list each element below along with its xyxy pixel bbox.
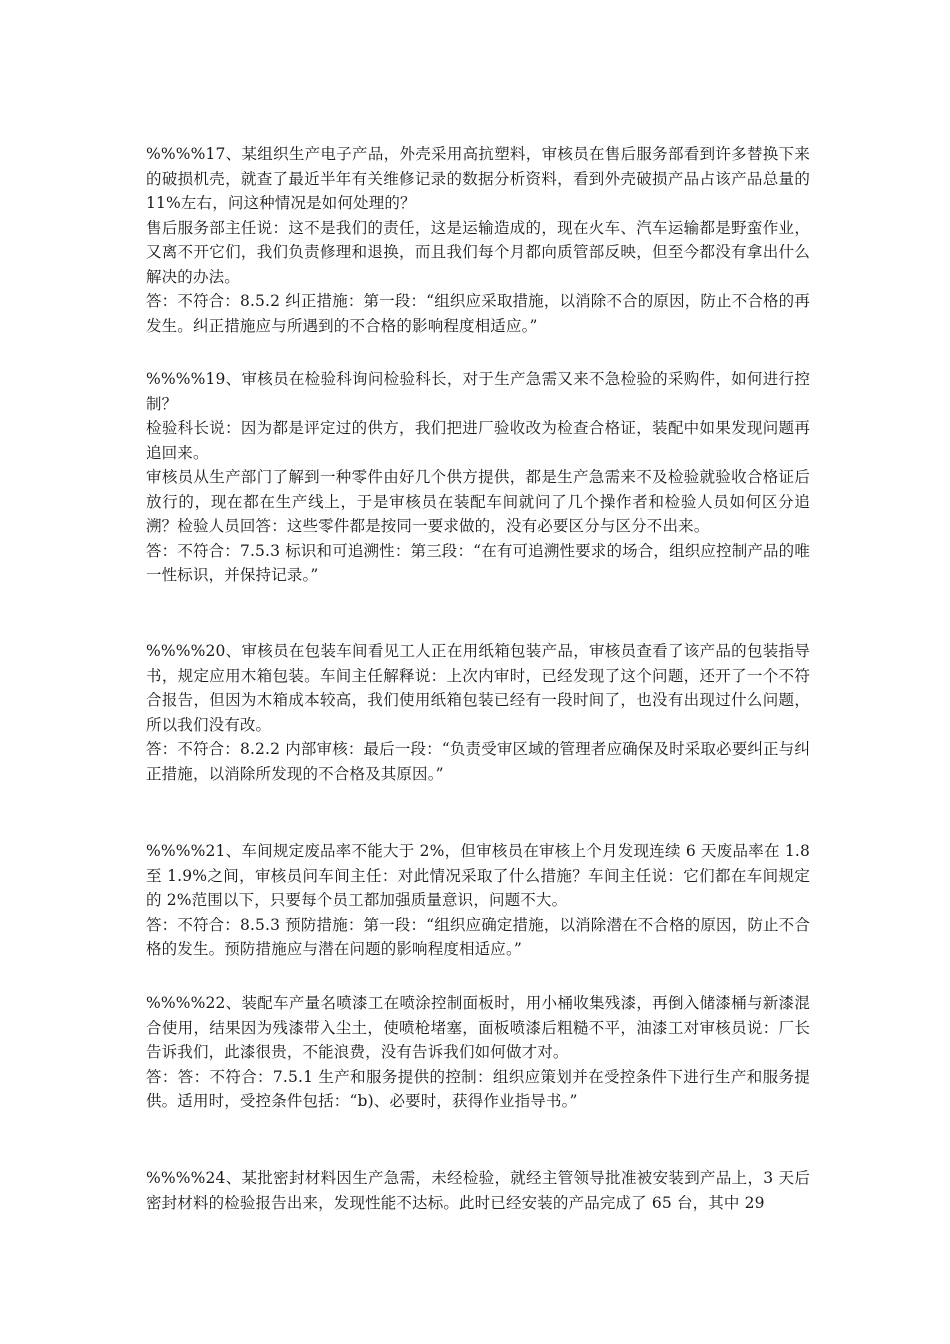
question-21-text: %%%%21、车间规定废品率不能大于 2%，但审核员在审核上个月发现连续 6 天废品率在 1.8 至 1.9%之间，审核员问车间主任：对此情况采取了什么措施？车间主任说：它们都在车间规定的 2%范围以下，只要每个员工都加强质量意识，问题不大。 xyxy=(146,842,810,909)
question-20-answer: 答：不符合：8.2.2 内部审核：最后一段：“负责受审区域的管理者应确保及时采取必要纠正与纠正措施，以消除所发现的不合格及其原因。” xyxy=(146,740,810,783)
question-19-text: %%%%19、审核员在检验科询问检验科长，对于生产急需又来不急检验的采购件，如何进行控制？ xyxy=(146,370,810,413)
question-17-response: 售后服务部主任说：这不是我们的责任，这是运输造成的，现在火车、汽车运输都是野蛮作业，又离不开它们，我们负责修理和退换，而且我们每个月都向质管部反映，但至今都没有拿出什么解决的办法。 xyxy=(146,218,810,286)
question-19-answer: 答：不符合：7.5.3 标识和可追溯性：第三段：“在有可追溯性要求的场合，组织应控制产品的唯一性标识，并保持记录。” xyxy=(146,541,810,584)
question-19 xyxy=(146,367,810,588)
question-17-text: %%%%17、某组织生产电子产品，外壳采用高抗塑料，审核员在售后服务部看到许多替换下来的破损机壳，就查了最近半年有关维修记录的数据分析资料，看到外壳破损产品占该产品总量的 11%左右，问这种情况是如何处理的？ xyxy=(146,145,810,212)
question-24 xyxy=(146,1166,810,1215)
question-22-answer: 答：答：不符合：7.5.1 生产和服务提供的控制：组织应策划并在受控条件下进行生产和服务提供。适用时，受控条件包括：“b)、必要时，获得作业指导书。” xyxy=(146,1067,810,1110)
question-22-text: %%%%22、装配车产量名喷漆工在喷涂控制面板时，用小桶收集残漆，再倒入储漆桶与新漆混合使用，结果因为残漆带入尘土，使喷枪堵塞，面板喷漆后粗糙不平，油漆工对审核员说：厂长告诉我们，此漆很贵，不能浪费，没有告诉我们如何做才对。 xyxy=(146,994,810,1061)
question-17 xyxy=(146,142,810,338)
question-19-detail: 审核员从生产部门了解到一种零件由好几个供方提供，都是生产急需来不及检验就验收合格证后放行的，现在都在生产线上，于是审核员在装配车间就问了几个操作者和检验人员如何区分追溯？检验人员回答：这些零件都是按同一要求做的，没有必要区分与区分不出来。 xyxy=(146,468,810,535)
question-21-answer: 答：不符合：8.5.3 预防措施：第一段：“组织应确定措施，以消除潜在不合格的原因，防止不合格的发生。预防措施应与潜在问题的影响程度相适应。” xyxy=(146,915,810,958)
question-22 xyxy=(146,991,810,1114)
question-17-answer: 答：不符合：8.5.2 纠正措施：第一段：“组织应采取措施，以消除不合的原因，防止不合格的再发生。纠正措施应与所遇到的不合格的影响程度相适应。” xyxy=(146,292,810,335)
question-24-text: %%%%24、某批密封材料因生产急需，未经检验，就经主管领导批准被安装到产品上，3 天后密封材料的检验报告出来，发现性能不达标。此时已经安装的产品完成了 65 台，其中 29 xyxy=(146,1169,810,1212)
question-20-text: %%%%20、审核员在包装车间看见工人正在用纸箱包装产品，审核员查看了该产品的包装指导书，规定应用木箱包装。车间主任解释说：上次内审时，已经发现了这个问题，还开了一个不符合报告，但因为木箱成本较高，我们使用纸箱包装已经有一段时间了，也没有出现过什么问题，所以我们没有改。 xyxy=(146,642,810,734)
question-21 xyxy=(146,839,810,962)
question-19-response: 检验科长说：因为都是评定过的供方，我们把进厂验收改为检查合格证，装配中如果发现问题再追回来。 xyxy=(146,419,810,462)
question-20 xyxy=(146,639,810,786)
